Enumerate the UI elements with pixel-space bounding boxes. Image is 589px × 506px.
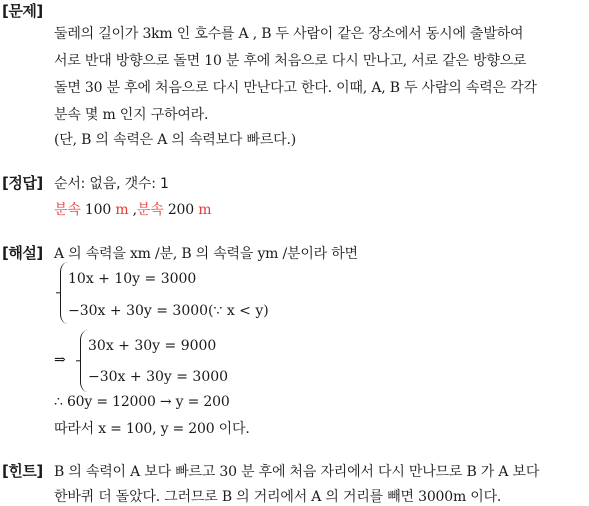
solution-conclusion: 따라서 x = 100, y = 200 이다. [54, 421, 250, 437]
therefore-line: ∴ 60y = 12000 → y = 200 [54, 394, 230, 410]
system-1-note: (∵ x < y) [208, 303, 269, 319]
problem-line-1: 둘레의 길이가 3km 인 호수를 A , B 두 사람이 같은 장소에서 동시에 출발하여 [54, 26, 524, 42]
answer-1-unit: m [115, 202, 129, 218]
problem-line-5: (단, B 의 속력은 A 의 속력보다 빠르다.) [54, 132, 296, 148]
answer-2-unit: m [198, 202, 212, 218]
answer-1-unit-prefix: 분속 [54, 202, 81, 218]
problem-label: [문제] [2, 2, 43, 20]
system-2-eq-2: −30x + 30y = 3000 [88, 369, 229, 385]
answer-2-value: 200 [167, 202, 194, 218]
solution-label: [해설] [2, 244, 43, 262]
system-1-brace [60, 262, 68, 324]
hint-line-2: 한바퀴 더 돌았다. 그러므로 B 의 거리에서 A 의 거리를 빼면 3000m 이다. [54, 489, 502, 505]
problem-line-2: 서로 반대 방향으로 돌면 10 분 후에 처음으로 다시 만나고, 서로 같은 방향으로 [54, 53, 527, 69]
answer-label: [정답] [2, 174, 43, 192]
system-2-eq-1: 30x + 30y = 9000 [88, 338, 217, 354]
system-1-eq-2: −30x + 30y = 3000 [68, 303, 209, 319]
implies-arrow: ⇒ [54, 352, 66, 368]
problem-line-3: 돌면 30 분 후에 처음으로 다시 만난다고 한다. 이때, A, B 두 사람의 속력은 각각 [54, 80, 537, 96]
answer-1-value: 100 [84, 202, 112, 218]
problem-line-4: 분속 몇 m 인지 구하여라. [54, 107, 209, 123]
answer-values [54, 199, 211, 219]
answer-meta: 순서: 없음, 갯수: 1 [54, 176, 169, 192]
hint-label: [힌트] [2, 462, 43, 480]
solution-intro: A 의 속력을 xm /분, B 의 속력을 ym /분이라 하면 [54, 246, 358, 262]
system-2-brace [80, 330, 88, 392]
answer-2-unit-prefix: 분속 [136, 202, 164, 218]
answer-separator: , [132, 202, 137, 218]
hint-line-1: B 의 속력이 A 보다 빠르고 30 분 후에 처음 자리에서 다시 만나므로 B 가 A 보다 [54, 464, 540, 480]
system-1-eq-1: 10x + 10y = 3000 [68, 271, 197, 287]
